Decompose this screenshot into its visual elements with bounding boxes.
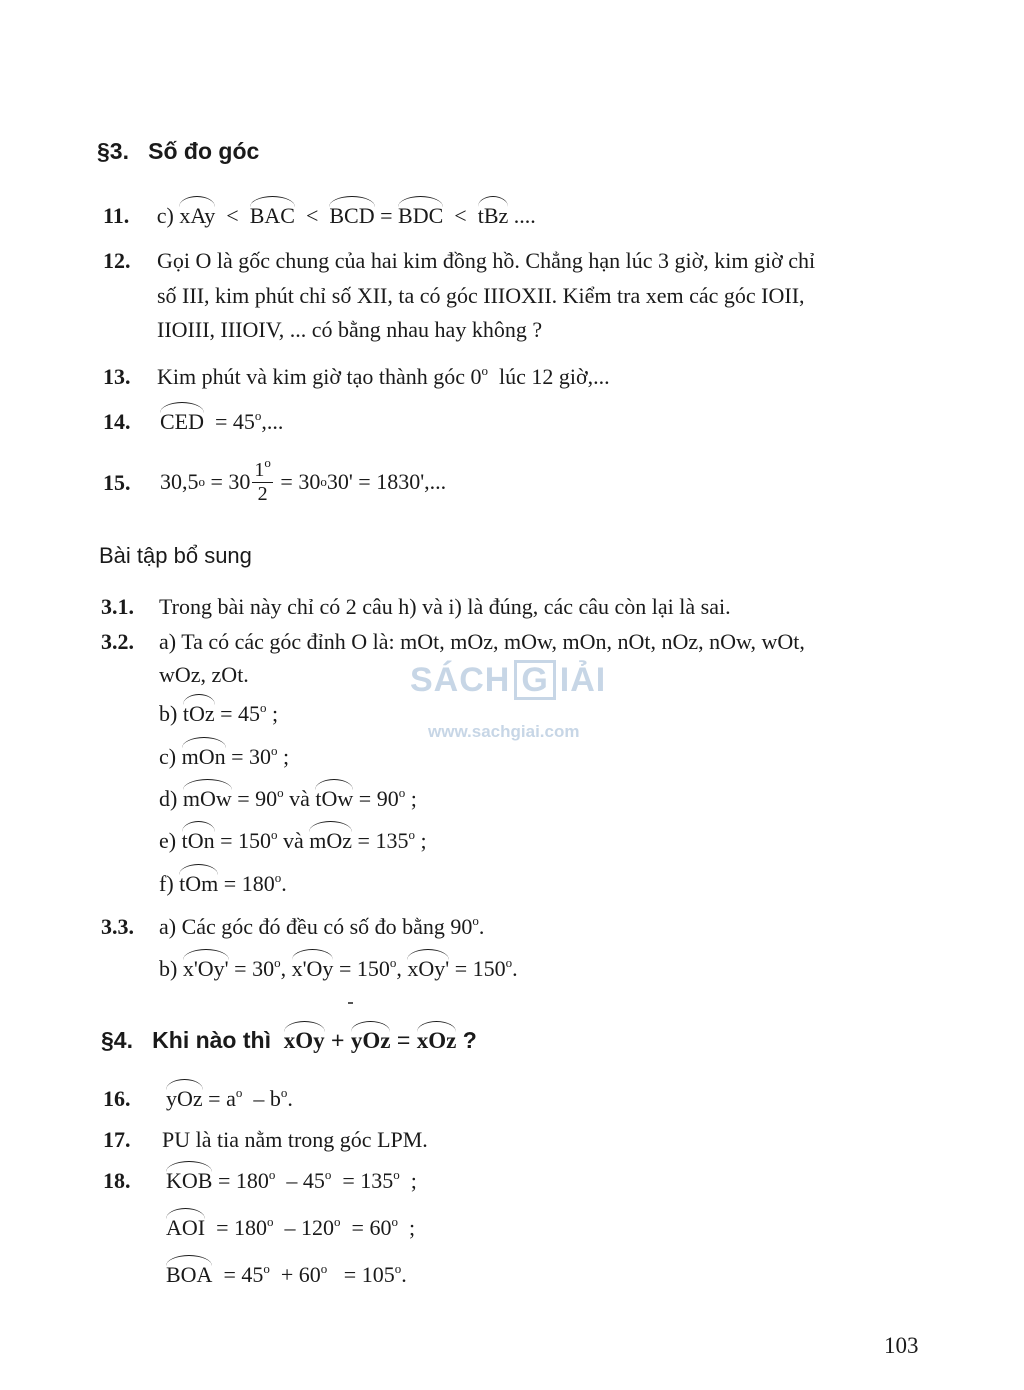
angle: tOn [181,828,215,853]
part-label: b) [159,956,178,981]
value: 30' = 1830',... [326,469,447,494]
exercise-number: 3.1. [101,594,134,619]
ellipsis: ,... [261,409,284,434]
exercise-number: 14. [103,409,131,434]
degree: o [391,1214,398,1229]
angle: x'Oy [291,956,334,981]
angle: BAC [249,203,295,228]
angle: yOz [350,1028,391,1053]
punctuation: . [287,1086,293,1111]
exercise-3-2-d [159,786,417,812]
punctuation: ; [410,1168,417,1193]
value: = 180 [223,871,275,896]
degree: o [334,1214,341,1229]
section-3-heading [97,138,259,165]
degree: o [320,1261,328,1276]
operator: = [380,203,393,228]
exercise-11 [103,203,536,229]
section-mark: §4. [101,1027,133,1053]
value: = 135 [357,828,409,853]
exercise-12-line: Gọi O là gốc chung của hai kim đồng hồ. Chẳng hạn lúc 3 giờ, kim giờ chỉ [157,248,816,273]
operator: < [454,203,467,228]
text: lúc 12 giờ,... [498,364,610,389]
part-label: b) [159,701,178,726]
degree: o [260,700,267,715]
exercise-12-line: IIOIII, IIIOIV, ... có bằng nhau hay không ? [157,317,543,342]
watermark-logo [410,660,606,700]
exercise-17-text: PU là tia nằm trong góc LPM. [162,1127,428,1152]
degree: o [254,408,262,423]
question-mark: ? [462,1027,477,1053]
exercise-3-2-f [159,871,287,897]
section-title: Số đo góc [148,138,260,164]
exercise-number: 15. [103,470,131,495]
exercise-18-line [166,1215,415,1241]
punctuation: ; [283,744,290,769]
degree: o [263,1261,270,1276]
numerator: 1 [254,458,265,481]
value: = 180 [217,1168,269,1193]
angle: tOw [315,786,354,811]
degree: o [505,955,513,970]
exercise-number: 3.2. [101,629,134,654]
angle: KOB [166,1168,213,1193]
value: – b [253,1086,281,1111]
exercise-3-3-a [159,914,484,940]
page-number: 103 [884,1333,919,1358]
extra-exercises-heading: Bài tập bổ sung [99,543,252,568]
fraction [252,454,273,506]
watermark-url: www.sachgiai.com [428,722,580,741]
operator: < [305,203,319,228]
section-title: Khi nào thì [152,1027,271,1053]
degree: o [268,1167,276,1182]
angle: mOn [181,744,226,769]
value: = 45 [215,409,255,434]
exercise-3-1-text: Trong bài này chỉ có 2 câu h) và i) là đúng, các câu còn lại là sai. [159,594,731,619]
degree: o [472,913,479,928]
value: = 45 [220,701,261,726]
watermark-text: SÁCH [410,661,511,699]
exercise-3-2-c [159,744,289,770]
degree: o [271,827,278,842]
angle: CED [160,409,204,434]
value: = 30 [231,744,272,769]
value: = 150 [220,828,272,853]
exercise-15-text: 30,5 o = 30 $\frac{1^o}{2}$ = 30 o 30' = 1830',... [160,454,447,505]
punctuation: . [512,956,518,981]
angle: mOw [182,786,232,811]
exercise-13-text [157,364,610,390]
section-mark: §3. [97,138,129,164]
angle: AOI [166,1215,206,1240]
part-label: d) [159,786,178,811]
part-label: e) [159,828,177,853]
value: = 90 [237,786,278,811]
exercise-number: 12. [103,248,131,273]
exercise-number: 17. [103,1127,131,1152]
angle: yOz [166,1086,203,1111]
angle: BCD [329,203,375,228]
degree: o [394,1261,402,1276]
punctuation: , [396,956,402,981]
punctuation: ; [420,828,427,853]
punctuation: . [478,914,485,939]
value: = 30 [280,469,321,494]
exercise-number: 13. [103,364,131,389]
conjunction: và [283,828,304,853]
angle: x'Oy' [182,956,229,981]
exercise-3-2-b [159,701,278,727]
angle: tOm [179,871,219,896]
value: = 30 [210,469,251,494]
punctuation: , [280,956,287,981]
angle: xOz [416,1028,457,1053]
degree: o [389,955,397,970]
exercise-number: 3.3. [101,914,134,939]
value: = 150 [338,956,390,981]
value: = 180 [216,1215,268,1240]
text: a) Các góc đó đều có số đo bằng 90 [159,914,473,939]
print-speck [348,1002,353,1004]
ellipsis: .... [513,203,536,228]
value: = 45 [223,1262,264,1287]
exercise-3-2-line: wOz, zOt. [159,662,249,687]
value: – 120 [284,1215,335,1240]
exercise-number: 16. [103,1086,131,1111]
degree: o [235,1085,243,1100]
value: = 90 [358,786,399,811]
exercise-number: 11. [103,203,130,228]
degree: o [264,454,271,470]
part-label: f) [159,871,174,896]
degree: o [408,827,415,842]
angle: mOz [309,828,353,853]
value: = 150 [454,956,506,981]
exercise-14-text [160,409,283,435]
watermark-text: IẢI [559,661,607,699]
operator: + [331,1027,345,1053]
exercise-18-line [166,1262,407,1288]
operator: = [396,1027,411,1053]
value: = 135 [342,1168,394,1193]
value: = 105 [343,1262,395,1287]
degree: o [274,955,281,970]
angle: xOy' [407,956,450,981]
angle: tBz [477,203,509,228]
degree: o [280,1085,288,1100]
part-label: c) [159,744,177,769]
degree: o [481,363,488,378]
degree: o [393,1167,400,1182]
degree: o [267,1214,274,1229]
value: – 45 [286,1168,325,1193]
value: = 30 [234,956,275,981]
exercise-3-2-line: a) Ta có các góc đỉnh O là: mOt, mOz, mOw, mOn, nOt, nOz, nOw, wOt, [159,629,805,654]
exercise-16-text [166,1086,293,1112]
operator: < [226,203,239,228]
punctuation: . [401,1262,407,1287]
exercise-18-line [166,1168,417,1194]
section-4-heading [101,1027,477,1054]
part-label: c) [156,203,174,228]
angle: xOy [283,1028,325,1053]
punctuation: ; [410,786,417,811]
degree: o [277,785,284,800]
value: 30,5 [160,469,199,494]
denominator: 2 [257,482,268,505]
degree: o [271,743,278,758]
punctuation: ; [408,1215,416,1240]
value: = a [208,1086,236,1111]
angle: BDC [398,203,444,228]
value: + 60 [280,1262,321,1287]
watermark-text: G [514,660,555,700]
text: Kim phút và kim giờ tạo thành góc 0 [157,364,482,389]
degree: o [398,785,406,800]
angle: BOA [166,1262,213,1287]
exercise-3-3-b [159,956,518,982]
angle: tOz [182,701,215,726]
punctuation: . [281,871,287,896]
conjunction: và [289,786,310,811]
exercise-3-2-e [159,828,427,854]
value: = 60 [351,1215,392,1240]
angle: xAy [179,203,216,228]
degree: o [274,870,282,885]
punctuation: ; [272,701,279,726]
degree: o [324,1167,332,1182]
exercise-12-line: số III, kim phút chỉ số XII, ta có góc IIIOXII. Kiểm tra xem các góc IOII, [157,283,805,308]
exercise-number: 18. [103,1168,131,1193]
